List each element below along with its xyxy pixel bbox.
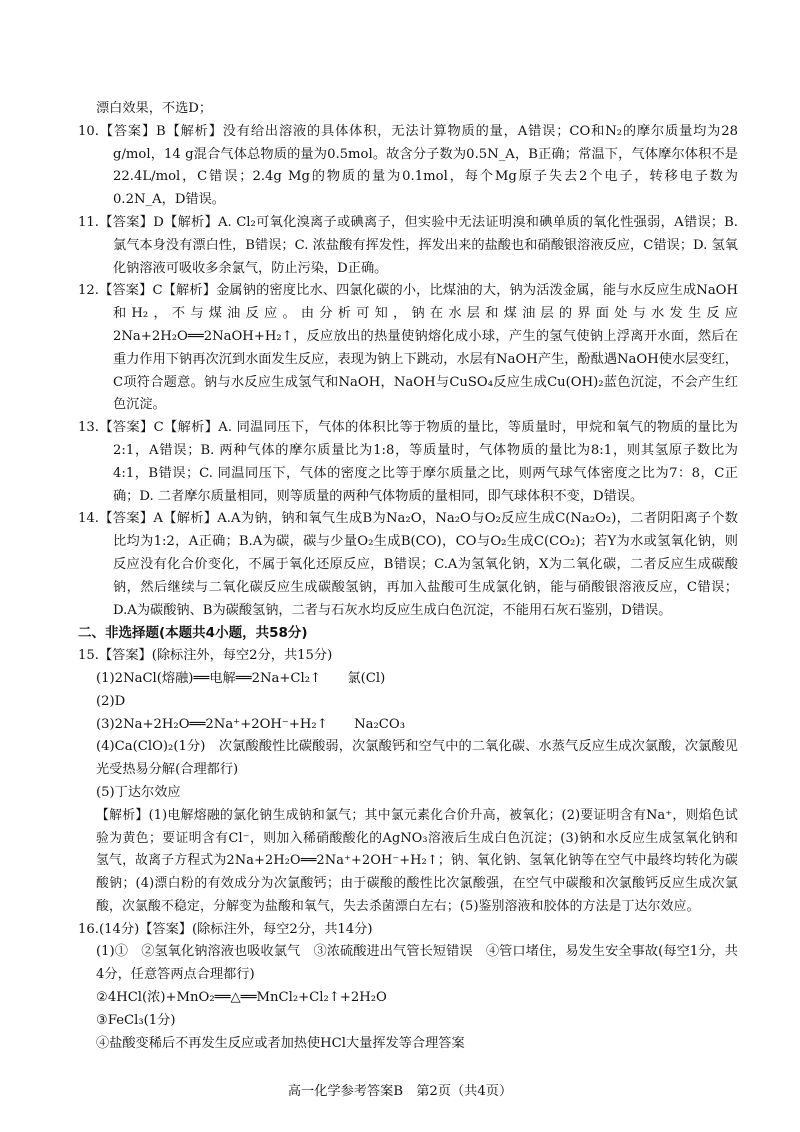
answer-15-item-4: (4)Ca(ClO)₂(1分) 次氯酸酸性比碳酸弱，次氯酸钙和空气中的二氧化碳、水蒸气反应生成次氯酸，次氯酸见光受热易分解(合理都行) [96, 739, 738, 778]
answer-16-item-3: ③FeCl₃(1分) [96, 1012, 176, 1028]
answer-body [78, 98, 738, 1055]
answer-15-item-5: (5)丁达尔效应 [96, 784, 181, 800]
answer-11: 11.【答案】D【解析】A. Cl₂可氧化溴离子或碘离子，但实验中无法证明溴和碘单质的氧化性强弱，A错误；B. 氯气本身没有漂白性，B错误；C. 浓盐酸有挥发性，挥发出来的盐酸也和硝酸银溶液反应，C错误；D. 氢氧化钠溶液可吸收多余氯气，防止污染，D正确。 [78, 214, 738, 276]
text-line-d-continuation: 漂白效果，不选D； [96, 101, 213, 116]
answer-15-header: 15.【答案】(除标注外，每空2分，共15分) [78, 648, 333, 664]
answer-15-item-2: (2)D [96, 693, 126, 709]
answer-10: 10.【答案】B【解析】没有给出溶液的具体体积，无法计算物质的量，A错误；CO和N₂的摩尔质量均为28 g/mol，14 g混合气体总物质的量为0.5mol。故含分子数为0.5N_A，B正确；常温下，气体摩尔体积不是22.4L/mol，C错误；2.4g Mg的物质的量为0.1mol，每个Mg原子失去2个电子，转移电子数为0.2N_A，D错误。 [78, 123, 738, 208]
answer-16-item-2: ②4HCl(浓)+MnO₂══△══MnCl₂+Cl₂↑+2H₂O [96, 990, 387, 1006]
answer-16-header: 16.(14分)【答案】(除标注外，每空2分，共14分) [78, 921, 373, 937]
answer-14: 14.【答案】A【解析】A.A为钠，钠和氧气生成B为Na₂O，Na₂O与O₂反应生成C(Na₂O₂)，二者阴阳离子个数比均为1:2，A正确；B.A为碳，碳与少量O₂生成B(CO)，CO与O₂生成C(CO₂)；若Y为水或氢氧化钠，则反应没有化合价变化，不属于氧化还原反应，B错误；C.A为氢氧化钠，X为二氧化碳，二者反应生成碳酸钠，然后继续与二氧化碳反应生成碳酸氢钠，再加入盐酸可生成氯化钠，能与硝酸银溶液反应，C错误；D.A为碳酸钠、B为碳酸氢钠，二者与石灰水均反应生成白色沉淀，不能用石灰石鉴别，D错误。 [78, 511, 738, 618]
answer-16-item-1: (1)① ②氢氧化钠溶液也吸收氯气 ③浓硫酸进出气管长短错误 ④管口堵住，易发生安全事故(每空1分，共4分，任意答两点合理都行) [96, 944, 738, 983]
answer-15-analysis: 【解析】(1)电解熔融的氯化钠生成钠和氯气；其中氯元素化合价升高，被氧化；(2)要证明含有Na⁺，则焰色试验为黄色；要证明含有Cl⁻，则加入稀硝酸酸化的AgNO₃溶液后生成白色沉淀；(3)钠和水反应生成氢氧化钠和氢气，故离子方程式为2Na+2H₂O══2Na⁺+2OH⁻+H₂↑；钠、氧化钠、氢氧化钠等在空气中最终均转化为碳酸钠；(4)漂白粉的有效成分为次氯酸钙；由于碳酸的酸性比次氯酸强，在空气中碳酸和次氯酸钙反应生成次氯酸，次氯酸不稳定，分解变为盐酸和氧气，失去杀菌漂白左右；(5)鉴别溶液和胶体的方法是丁达尔效应。 [96, 807, 738, 914]
answer-16-item-4: ④盐酸变稀后不再发生反应或者加热使HCl大量挥发等合理答案 [96, 1035, 465, 1051]
answer-15-item-3: (3)2Na+2H₂O══2Na⁺+2OH⁻+H₂↑ Na₂CO₃ [96, 716, 405, 732]
answer-12: 12.【答案】C【解析】金属钠的密度比水、四氯化碳的小，比煤油的大，钠为活泼金属，能与水反应生成NaOH和H₂，不与煤油反应。由分析可知，钠在水层和煤油层的界面处与水发生反应2Na+2H₂O══2NaOH+H₂↑，反应放出的热量使钠熔化成小球，产生的氢气使钠上浮离开水面，然后在重力作用下钠再次沉到水面发生反应，表现为钠上下跳动，水层有NaOH产生，酚酞遇NaOH使水层变红，C项符合题意。钠与水反应生成氢气和NaOH，NaOH与CuSO₄反应生成Cu(OH)₂蓝色沉淀，不会产生红色沉淀。 [78, 283, 738, 413]
answer-15-item-1: (1)2NaCl(熔融)══电解══2Na+Cl₂↑ 氯(Cl) [96, 670, 386, 686]
page-footer: 高一化学参考答案B 第2页（共4页） [287, 1084, 513, 1099]
answer-13: 13.【答案】C【解析】A. 同温同压下，气体的体积比等于物质的量比，等质量时，甲烷和氧气的物质的量比为2:1，A错误；B. 两种气体的摩尔质量比为1:8，等质量时，气体物质的量比为8:1，则其氢原子数比为4:1，B错误；C. 同温同压下，气体的密度之比等于摩尔质量之比，则两气球气体密度之比为7：8，C正确；D. 二者摩尔质量相同，则等质量的两种气体物质的量相同，即气球体积不变，D错误。 [78, 420, 738, 504]
section-heading-nonchoice: 二、非选择题(本题共4小题，共58分) [78, 625, 308, 642]
